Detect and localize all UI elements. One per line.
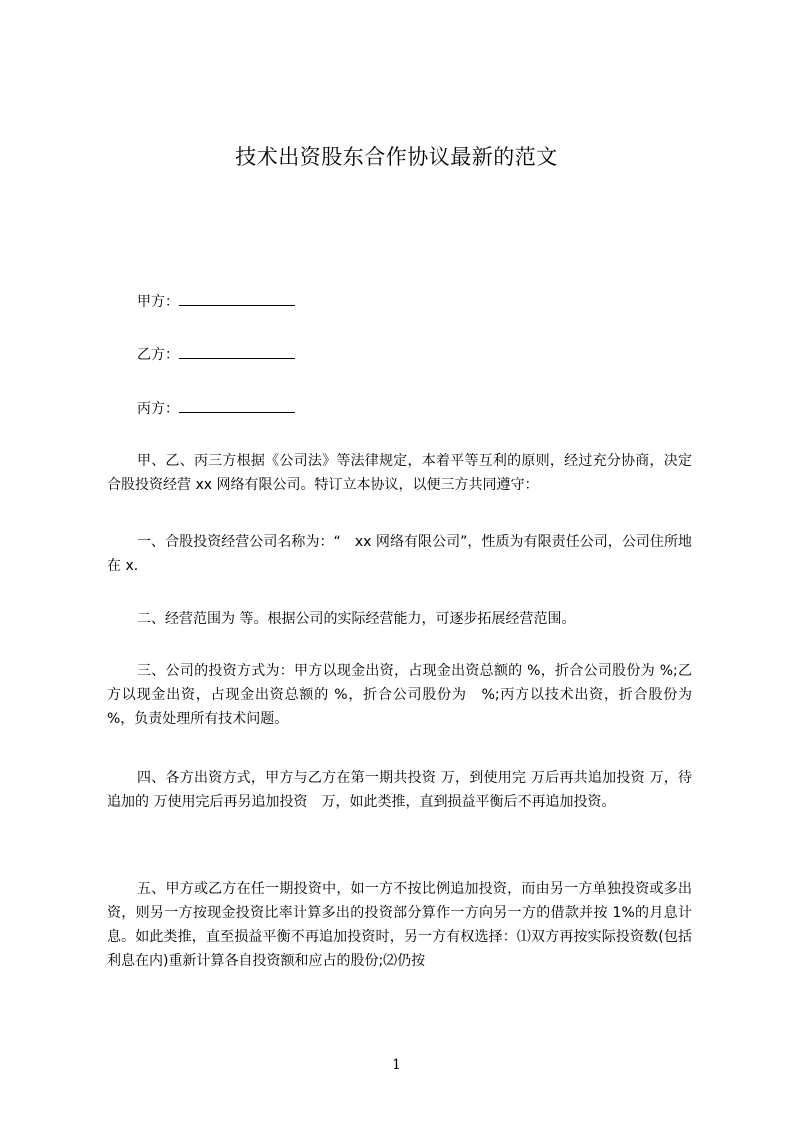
party-c-blank [179,398,295,413]
party-c-line [137,398,295,419]
party-b-label: 乙方： [137,347,179,363]
paragraph-clause-4: 四、各方出资方式，甲方与乙方在第一期共投资 万，到使用完 万后再共追加投资 万，待追加的 万使用完后再另追加投资 万，如此类推，直到损益平衡后不再追加投资。 [107,770,692,810]
party-a-line [137,291,295,312]
party-a-blank [179,291,295,306]
party-c-label: 丙方： [137,401,179,417]
page-number: 1 [392,1057,401,1073]
paragraph-clause-3: 三、公司的投资方式为：甲方以现金出资，占现金出资总额的 %，折合公司股份为 %;乙方以现金出资，占现金出资总额的 %，折合公司股份为 %;丙方以技术出资，折合股份为 %，负责处理所有技术问题。 [107,663,692,727]
party-a-label: 甲方： [137,294,179,310]
party-b-blank [179,344,295,359]
paragraph-preamble: 甲、乙、丙三方根据《公司法》等法律规定，本着平等互利的原则，经过充分协商，决定合股投资经营 xx 网络有限公司。特订立本协议，以便三方共同遵守： [107,453,692,493]
paragraph-clause-1: 一、合股投资经营公司名称为：“ xx 网络有限公司”，性质为有限责任公司，公司住所地在 x. [107,534,692,574]
paragraph-clause-5: 五、甲方或乙方在任一期投资中，如一方不按比例追加投资，而由另一方单独投资或多出资，则另一方按现金投资比率计算多出的投资部分算作一方向另一方的借款并按 1%的月息计息。如此类推，直至损益平衡不再追加投资时，另一方有权选择：⑴双方再按实际投资数(包括利息在内)重新计算各自投资额和应占的股份;⑵仍按 [107,881,692,969]
paragraph-clause-2: 二、经营范围为 等。根据公司的实际经营能力，可逐步拓展经营范围。 [137,611,576,627]
party-b-line [137,344,295,365]
document-title: 技术出资股东合作协议最新的范文 [235,145,558,169]
